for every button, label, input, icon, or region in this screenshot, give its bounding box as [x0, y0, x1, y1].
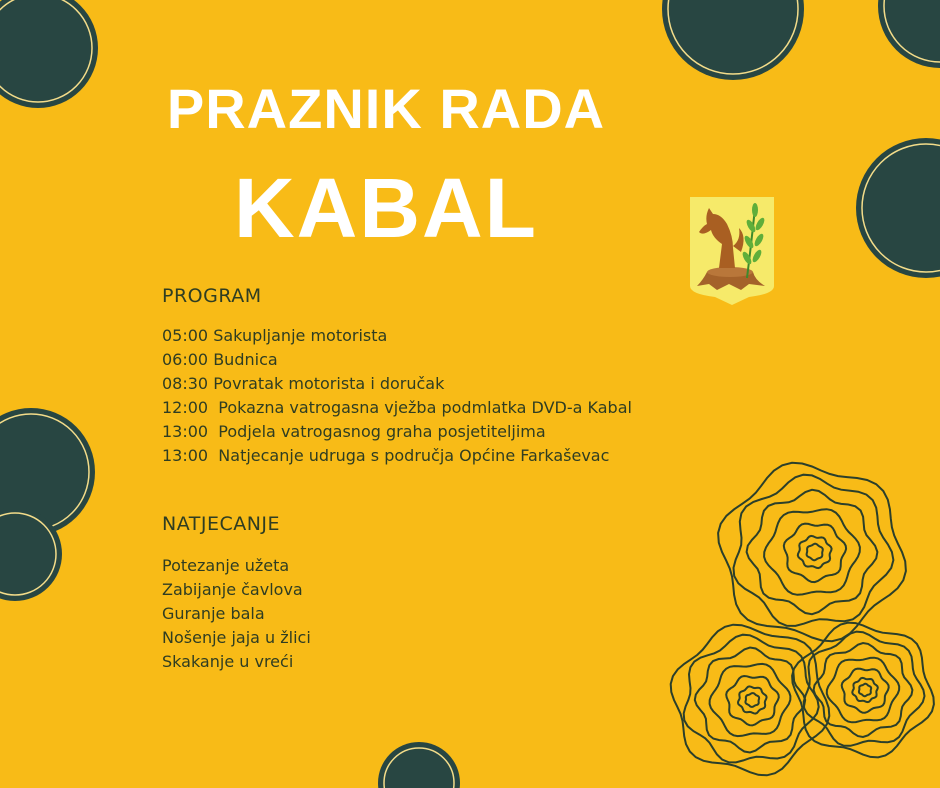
program-time: 05:00 [162, 326, 209, 345]
natjecanje-item: Zabijanje čavlova [162, 580, 303, 599]
program-time: 13:00 [162, 446, 209, 465]
natjecanje-item: Potezanje užeta [162, 556, 290, 575]
rose-drawing [671, 625, 830, 776]
program-time: 08:30 [162, 374, 209, 393]
program-text: Budnica [213, 350, 278, 369]
program-text: Sakupljanje motorista [213, 326, 388, 345]
natjecanje-item: Skakanje u vreći [162, 652, 294, 671]
program-text: Pokazna vatrogasna vježba podmlatka DVD-a Kabal [213, 398, 632, 417]
natjecanje-heading: NATJECANJE [162, 513, 281, 535]
program-time: 12:00 [162, 398, 209, 417]
program-time: 13:00 [162, 422, 209, 441]
program-time: 06:00 [162, 350, 209, 369]
program-text: Natjecanje udruga s područja Općine Farkaševac [213, 446, 610, 465]
rose-drawing [718, 463, 906, 641]
natjecanje-item: Nošenje jaja u žlici [162, 628, 311, 647]
program-text: Podjela vatrogasnog graha posjetiteljima [213, 422, 546, 441]
title-line2: KABAL [234, 161, 538, 255]
program-text: Povratak motorista i doručak [213, 374, 445, 393]
title-line1: PRAZNIK RADA [166, 77, 606, 140]
natjecanje-item: Guranje bala [162, 604, 265, 623]
program-heading: PROGRAM [162, 285, 262, 307]
